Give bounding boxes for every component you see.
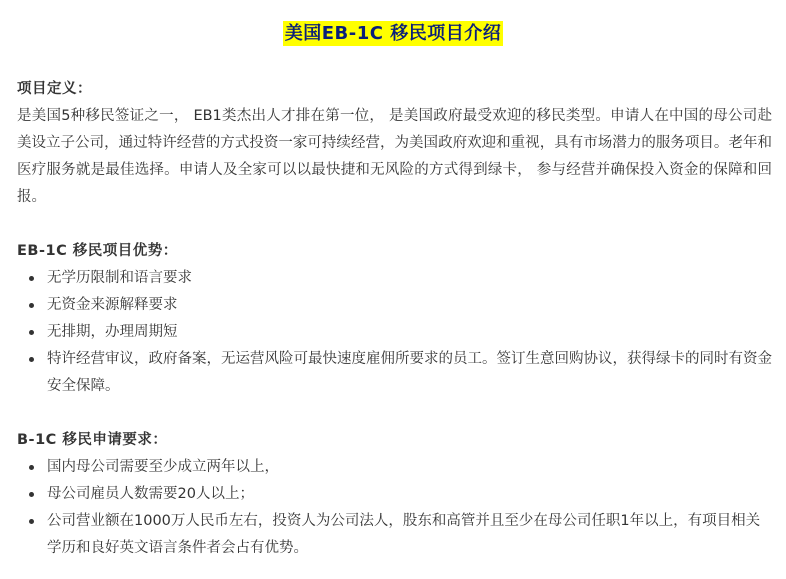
list-item — [17, 319, 772, 346]
list-item-text: 母公司雇员人数需要20人以上； — [47, 486, 254, 502]
definition-body: 是美国5种移民签证之一， EB1类杰出人才排在第一位， 是美国政府最受欢迎的移民类型。申请人在中国的母公司赴美设立子公司，通过特许经营的方式投资一家可持续经营，为美国政府欢迎和重视，具有市场潜力的服务项目。老年和医疗服务就是最佳选择。申请人及全家可以以最快捷和无风险的方式得到绿卡， 参与经营并确保投入资金的保障和回报。 — [17, 108, 772, 205]
bullet-icon — [29, 303, 34, 308]
bullet-icon — [29, 357, 34, 362]
list-item-text: 无资金来源解释要求 — [47, 297, 178, 313]
list-item — [17, 265, 772, 292]
bullet-icon — [29, 492, 34, 497]
advantages-list — [17, 265, 772, 400]
bullet-icon — [29, 519, 34, 524]
list-item-text: 无排期，办理周期短 — [47, 324, 178, 340]
list-item — [17, 481, 772, 508]
list-item — [17, 508, 772, 562]
list-item — [17, 454, 772, 481]
page-title: 美国EB-1C 移民项目介绍 — [284, 23, 502, 44]
list-item — [17, 292, 772, 319]
bullet-icon — [29, 330, 34, 335]
definition-heading: 项目定义： — [17, 81, 92, 97]
advantages-section — [17, 238, 772, 400]
list-item-text: 国内母公司需要至少成立两年以上， — [47, 459, 279, 475]
list-item-text: 无学历限制和语言要求 — [47, 270, 192, 286]
requirements-section — [17, 427, 772, 562]
list-item — [17, 346, 772, 400]
list-item-text: 特许经营审议，政府备案，无运营风险可最快速度雇佣所要求的员工。签订生意回购协议，获得绿卡的同时有资金安全保障。 — [47, 351, 772, 394]
requirements-heading: B-1C 移民申请要求： — [17, 432, 168, 448]
list-item-text: 公司营业额在1000万人民币左右，投资人为公司法人，股东和高管并且至少在母公司任职1年以上，有项目相关学历和良好英文语言条件者会占有优势。 — [47, 513, 761, 556]
requirements-list — [17, 454, 772, 562]
advantages-heading: EB-1C 移民项目优势： — [17, 243, 178, 259]
definition-section — [17, 76, 772, 211]
bullet-icon — [29, 465, 34, 470]
bullet-icon — [29, 276, 34, 281]
title-wrap — [0, 21, 786, 46]
